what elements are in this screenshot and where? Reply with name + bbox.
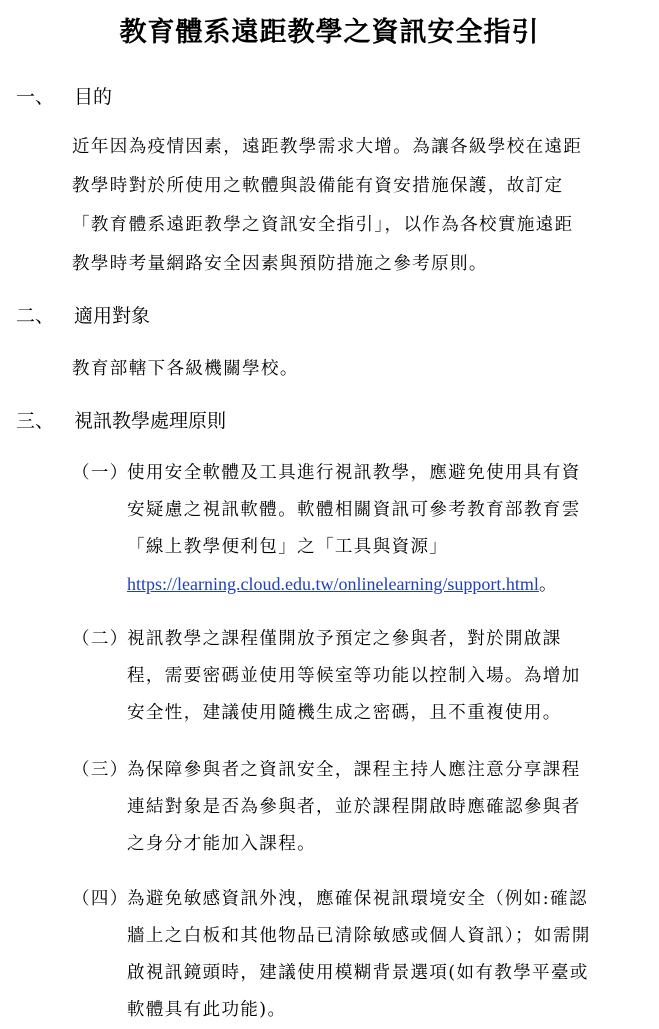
item-line: 安疑慮之視訊軟體。軟體相關資訊可參考教育部教育雲 (127, 500, 581, 520)
paragraph-line: 教育部轄下各級機關學校。 (72, 359, 299, 379)
section-number: 三、 (16, 410, 55, 432)
item-line: 啟視訊鏡頭時，建議使用模糊背景選項(如有教學平臺或 (127, 963, 589, 983)
item-line: 為避免敏感資訊外洩，應確保視訊環境安全（例如:確認 (127, 889, 588, 909)
document-title: 教育體系遠距教學之資訊安全指引 (119, 17, 540, 48)
section-paragraph-purpose (72, 128, 658, 284)
item-body (127, 455, 659, 604)
paragraph-line: 近年因為疫情因素，遠距教學需求大增。為讓各級學校在遠距 (72, 137, 583, 157)
item-body (127, 881, 659, 1029)
item-line: 程，需要密碼並使用等候室等功能以控制入場。為增加 (127, 666, 581, 686)
item-line: 視訊教學之課程僅開放予預定之參與者，對於開啟課 (127, 629, 562, 649)
section-heading-scope (16, 303, 150, 329)
item-body (127, 621, 659, 732)
paragraph-line: 「教育體系遠距教學之資訊安全指引」，以作為各校實施遠距 (72, 215, 574, 235)
section-heading-principles (16, 408, 226, 434)
item-line: 安全性，建議使用隨機生成之密碼，且不重複使用。 (127, 703, 562, 723)
item-line: 使用安全軟體及工具進行視訊教學，應避免使用具有資 (127, 463, 581, 483)
item-line: 之身分才能加入課程。 (127, 834, 316, 854)
section-paragraph-scope (72, 350, 658, 389)
item-line: 牆上之白板和其他物品已清除敏感或個人資訊）；如需開 (127, 926, 591, 946)
item-line: 「線上教學便利包」之「工具與資源」 (127, 537, 449, 557)
item-label: （一） (72, 463, 129, 483)
section-title: 目的 (74, 86, 113, 108)
section-number: 一、 (16, 86, 55, 108)
link-suffix: 。 (538, 575, 557, 595)
section-number: 二、 (16, 305, 55, 327)
item-label: （二） (72, 629, 129, 649)
item-body (127, 752, 659, 863)
section-heading-purpose (16, 84, 112, 110)
paragraph-line: 教學時考量網路安全因素與預防措施之參考原則。 (72, 254, 488, 274)
item-label: （四） (72, 889, 129, 909)
item-line: 軟體具有此功能)。 (127, 1000, 287, 1020)
item-line: 為保障參與者之資訊安全，課程主持人應注意分享課程 (127, 760, 581, 780)
section-title: 視訊教學處理原則 (74, 410, 227, 432)
item-line: 連結對象是否為參與者，並於課程開啟時應確認參與者 (127, 797, 581, 817)
item-link-line (127, 566, 659, 604)
section-title: 適用對象 (74, 305, 151, 327)
support-link[interactable]: https://learning.cloud.edu.tw/onlinelearning/support.html (127, 574, 539, 594)
paragraph-line: 教學時對於所使用之軟體與設備能有資安措施保護，故訂定 (72, 176, 564, 196)
item-label: （三） (72, 760, 129, 780)
